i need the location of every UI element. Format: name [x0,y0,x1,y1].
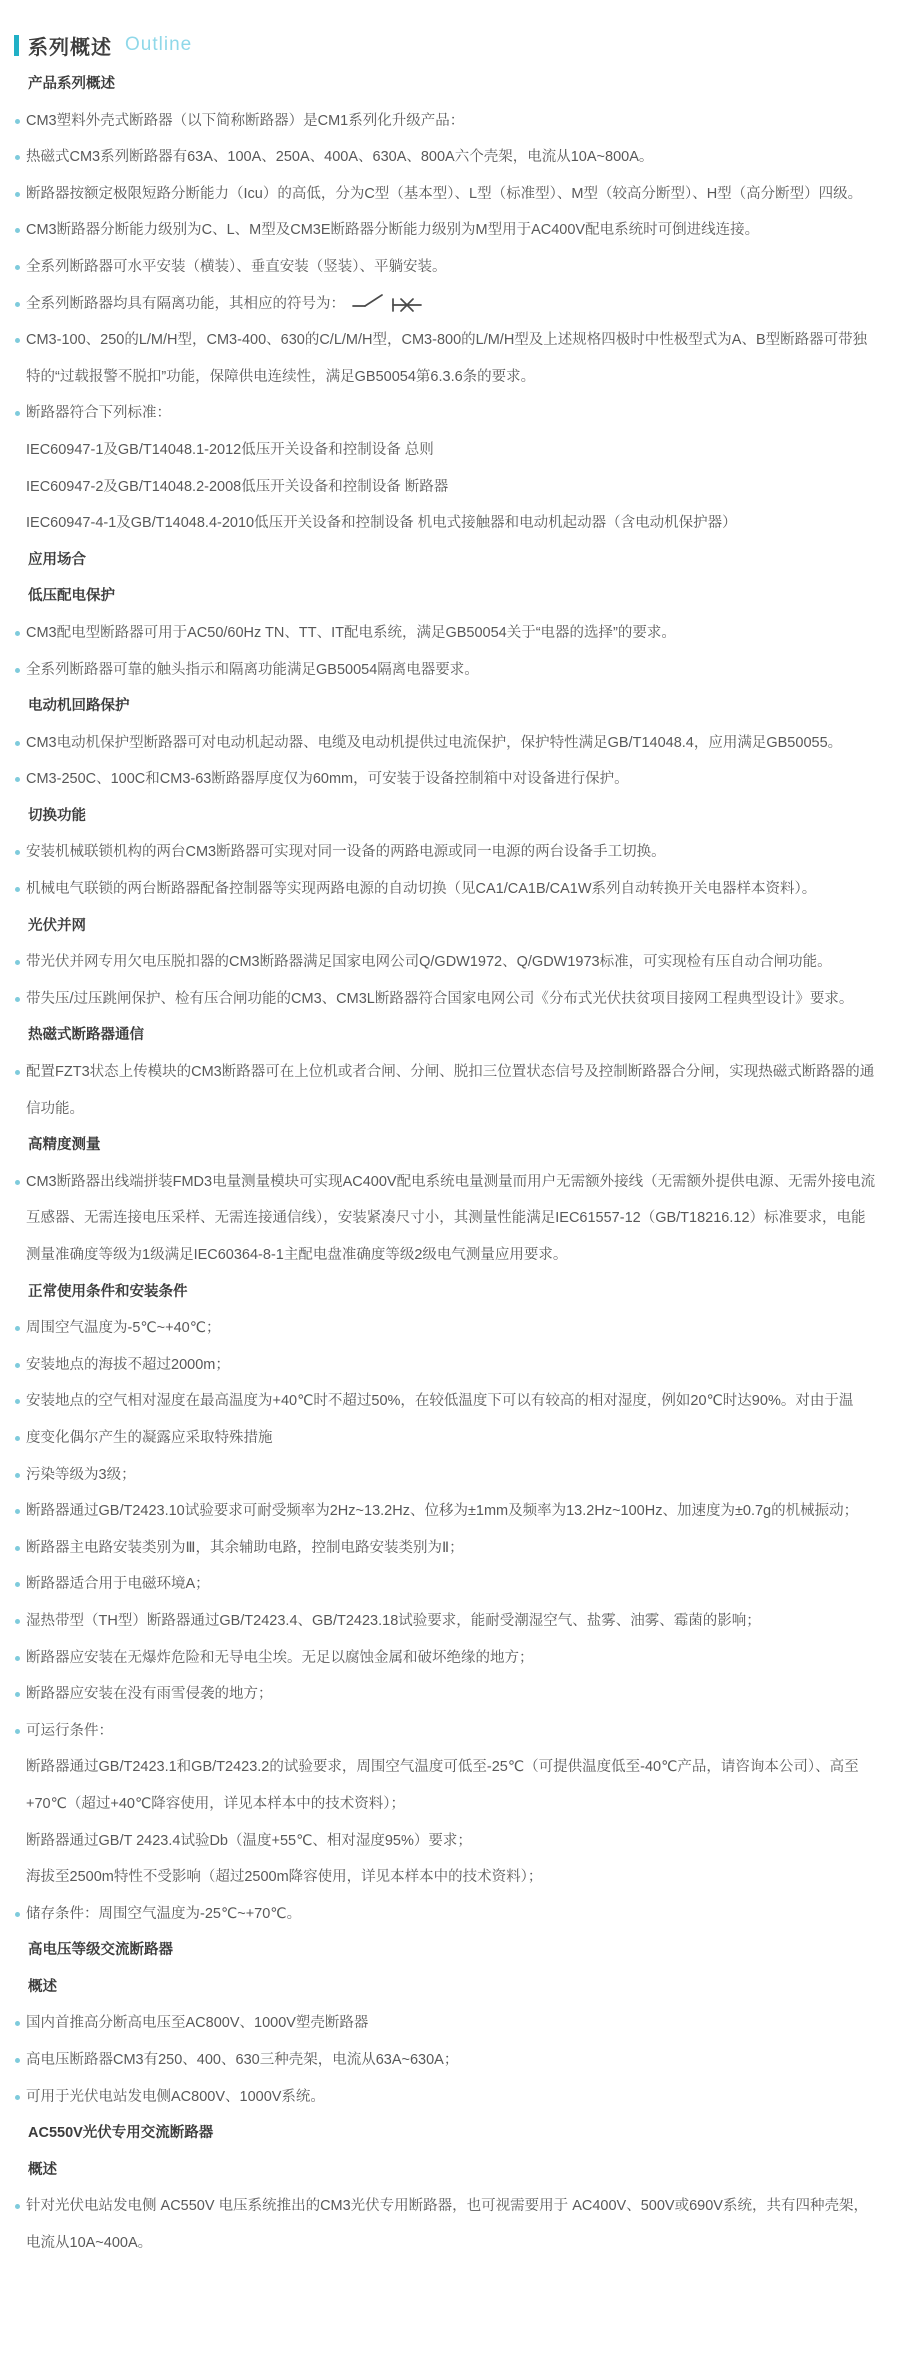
plain-line [0,469,876,506]
section-heading-label: 应用场合 [28,551,86,568]
item-text: 安装地点的海拔不超过2000m； [26,1356,230,1373]
page-title: 系列概述 [28,36,112,59]
isolation-symbol-icon [351,291,425,313]
section-heading [0,1274,876,1311]
bullet-dot-icon [15,1399,20,1404]
section-heading-label: 切换功能 [28,807,86,824]
bullet-dot-icon [15,1070,20,1075]
section-heading-label: 正常使用条件和安装条件 [28,1283,188,1300]
item-text: 度变化偶尔产生的凝露应采取特殊措施 [26,1429,273,1446]
bullet-item [0,2005,876,2042]
plain-line [0,1749,876,1822]
item-text: 配置FZT3状态上传模块的CM3断路器可在上位机或者合闸、分闸、脱扣三位置状态信号及控制断路器合分闸，实现热磁式断路器的通信功能。 [26,1064,875,1117]
bullet-item [0,1493,876,1530]
bullet-dot-icon [15,228,20,233]
item-text: 海拔至2500m特性不受影响（超过2500m降容使用，详见本样本中的技术资料）； [26,1869,543,1886]
bullet-item [0,2042,876,2079]
bullet-dot-icon [15,411,20,416]
item-text: 断路器通过GB/T 2423.4试验Db（温度+55℃、相对湿度95%）要求； [26,1832,472,1849]
bullet-item [0,1603,876,1640]
bullet-dot-icon [15,302,20,307]
bullet-item [0,1457,876,1494]
bullet-dot-icon [15,1180,20,1185]
section-heading-label: 高电压等级交流断路器 [28,1942,173,1959]
item-text: 断路器通过GB/T2423.1和GB/T2423.2的试验要求，周围空气温度可低至-25℃（可提供温度低至-40℃产品，请咨询本公司）、高至+70℃（超过+40℃降容使用，详见本样本中的技术资料）； [26,1759,859,1812]
bullet-dot-icon [15,777,20,782]
page-header [14,30,900,60]
bullet-dot-icon [15,1656,20,1661]
bullet-item [0,1383,876,1420]
section-heading [0,1932,876,1969]
bullet-item [0,395,876,432]
bullet-item [0,1164,876,1274]
item-text: 机械电气联锁的两台断路器配备控制器等实现两路电源的自动切换（见CA1/CA1B/CA1W系列自动转换开关电器样本资料）。 [26,881,817,898]
item-text: 安装机械联锁机构的两台CM3断路器可实现对同一设备的两路电源或同一电源的两台设备手工切换。 [26,844,666,861]
item-text: 断路器适合用于电磁环境A； [26,1576,210,1593]
bullet-dot-icon [15,1326,20,1331]
item-text: 安装地点的空气相对湿度在最高温度为+40℃时不超过50%，在较低温度下可以有较高的相对湿度，例如20℃时达90%。对由于温 [26,1393,854,1410]
bullet-dot-icon [15,1582,20,1587]
bullet-item [0,981,876,1018]
bullet-dot-icon [15,668,20,673]
bullet-item [0,834,876,871]
bullet-item [0,871,876,908]
section-heading [0,2152,876,2189]
bullet-dot-icon [15,1546,20,1551]
bullet-item [0,725,876,762]
bullet-dot-icon [15,2204,20,2209]
plain-line [0,1859,876,1896]
section-heading [0,1017,876,1054]
plain-line [0,505,876,542]
bullet-item [0,1347,876,1384]
item-text: CM3电动机保护型断路器可对电动机起动器、电缆及电动机提供过电流保护，保护特性满足GB/T14048.4，应用满足GB50055。 [26,734,843,751]
accent-bar-icon [14,35,19,56]
bullet-dot-icon [15,265,20,270]
item-text: CM3塑料外壳式断路器（以下简称断路器）是CM1系列化升级产品： [26,112,465,129]
document-body [0,66,900,2262]
bullet-dot-icon [15,1729,20,1734]
item-text: 全系列断路器均具有隔离功能，其相应的符号为： [26,295,345,312]
bullet-item [0,1896,876,1933]
item-text: 周围空气温度为-5℃~+40℃； [26,1320,221,1337]
bullet-item [0,2079,876,2116]
item-text: 污染等级为3级； [26,1466,136,1483]
section-heading [0,1127,876,1164]
bullet-item [0,1420,876,1457]
bullet-item [0,1054,876,1127]
bullet-dot-icon [15,997,20,1002]
plain-line [0,1823,876,1860]
item-text: IEC60947-4-1及GB/T14048.4-2010低压开关设备和控制设备 机电式接触器和电动机起动器（含电动机保护器） [26,515,737,532]
bullet-dot-icon [15,1473,20,1478]
item-text: CM3断路器分断能力级别为C、L、M型及CM3E断路器分断能力级别为M型用于AC400V配电系统时可倒进线连接。 [26,222,760,239]
item-text: 断路器按额定极限短路分断能力（Icu）的高低，分为C型（基本型）、L型（标准型）、M型（较高分断型）、H型（高分断型）四级。 [26,185,863,202]
bullet-dot-icon [15,631,20,636]
bullet-dot-icon [15,1619,20,1624]
section-heading [0,542,876,579]
plain-line [0,432,876,469]
item-text: CM3-250C、100C和CM3-63断路器厚度仅为60mm，可安装于设备控制箱中对设备进行保护。 [26,771,629,788]
bullet-item [0,761,876,798]
section-heading-label: 概述 [28,2161,57,2178]
bullet-dot-icon [15,338,20,343]
section-heading-label: 高精度测量 [28,1137,101,1154]
item-text: 断路器通过GB/T2423.10试验要求可耐受频率为2Hz~13.2Hz、位移为±1mm及频率为13.2Hz~100Hz、加速度为±0.7g的机械振动； [26,1503,859,1520]
bullet-dot-icon [15,887,20,892]
bullet-item [0,1566,876,1603]
bullet-dot-icon [15,2058,20,2063]
section-heading [0,2115,876,2152]
item-text: CM3配电型断路器可用于AC50/60Hz TN、TT、IT配电系统，满足GB50054关于“电器的选择”的要求。 [26,624,676,641]
bullet-item [0,944,876,981]
bullet-item [0,1713,876,1750]
bullet-item [0,103,876,140]
bullet-dot-icon [15,192,20,197]
bullet-item [0,1676,876,1713]
bullet-dot-icon [15,2095,20,2100]
bullet-dot-icon [15,1692,20,1697]
bullet-item [0,1530,876,1567]
bullet-item [0,212,876,249]
item-text: 储存条件：周围空气温度为-25℃~+70℃。 [26,1905,302,1922]
bullet-item [0,249,876,286]
item-text: 带失压/过压跳闸保护、检有压合闸功能的CM3、CM3L断路器符合国家电网公司《分布式光伏扶贫项目接网工程典型设计》要求。 [26,990,854,1007]
section-heading [0,66,876,103]
bullet-dot-icon [15,850,20,855]
bullet-item [0,176,876,213]
section-heading-label: 光伏并网 [28,917,86,934]
bullet-item [0,652,876,689]
item-text: IEC60947-1及GB/T14048.1-2012低压开关设备和控制设备 总则 [26,441,434,458]
bullet-dot-icon [15,741,20,746]
section-heading-label: 产品系列概述 [28,76,115,92]
bullet-dot-icon [15,2021,20,2026]
item-text: 断路器应安装在没有雨雪侵袭的地方； [26,1686,273,1703]
bullet-dot-icon [15,1509,20,1514]
item-text: CM3断路器出线端拼装FMD3电量测量模块可实现AC400V配电系统电量测量而用户无需额外接线（无需额外提供电源、无需外接电流互感器、无需连接电压采样、无需连接通信线），安装紧凑尺寸小，其测量性能满足IEC61557-12（GB/T18216.12）标准要求，电能测量准确度等级为1级满足IEC60364-8-1主配电盘准确度等级2级电气测量应用要求。 [26,1173,876,1263]
item-text: 断路器主电路安装类别为Ⅲ，其余辅助电路，控制电路安装类别为Ⅱ； [26,1539,464,1556]
bullet-item [0,1640,876,1677]
item-text: 可运行条件： [26,1722,113,1739]
bullet-item [0,1310,876,1347]
section-heading-label: 低压配电保护 [28,588,115,605]
section-heading [0,908,876,945]
item-text: 高电压断路器CM3有250、400、630三种壳架，电流从63A~630A； [26,2052,459,2069]
section-heading [0,688,876,725]
bullet-item [0,286,876,323]
bullet-item [0,322,876,395]
bullet-dot-icon [15,1436,20,1441]
item-text: 全系列断路器可水平安装（横装）、垂直安装（竖装）、平躺安装。 [26,258,447,275]
item-text: 带光伏并网专用欠电压脱扣器的CM3断路器满足国家电网公司Q/GDW1972、Q/GDW1973标准，可实现检有压自动合闸功能。 [26,954,832,971]
section-heading-label: 电动机回路保护 [28,698,130,715]
item-text: 针对光伏电站发电侧 AC550V 电压系统推出的CM3光伏专用断路器，也可视需要用于 AC400V、500V或690V系统，共有四种壳架，电流从10A~400A。 [26,2198,868,2252]
bullet-dot-icon [15,1912,20,1917]
section-heading-label: AC550V光伏专用交流断路器 [28,2125,214,2142]
bullet-item [0,139,876,176]
item-text: IEC60947-2及GB/T14048.2-2008低压开关设备和控制设备 断路器 [26,478,449,495]
item-text: 全系列断路器可靠的触头指示和隔离功能满足GB50054隔离电器要求。 [26,661,479,678]
section-heading-label: 热磁式断路器通信 [28,1027,144,1044]
item-text: 湿热带型（TH型）断路器通过GB/T2423.4、GB/T2423.18试验要求，能耐受潮湿空气、盐雾、油雾、霉菌的影响； [26,1612,761,1629]
section-heading-label: 概述 [28,1978,57,1995]
item-text: 断路器符合下列标准： [26,405,171,422]
item-text: 热磁式CM3系列断路器有63A、100A、250A、400A、630A、800A六个壳架，电流从10A~800A。 [26,149,654,166]
item-text: 可用于光伏电站发电侧AC800V、1000V系统。 [26,2088,325,2105]
item-text: 国内首推高分断高电压至AC800V、1000V塑壳断路器 [26,2015,369,2032]
section-heading [0,1969,876,2006]
bullet-dot-icon [15,155,20,160]
section-heading [0,578,876,615]
item-text: CM3-100、250的L/M/H型，CM3-400、630的C/L/M/H型，CM3-800的L/M/H型及上述规格四极时中性极型式为A、B型断路器可带独特的“过载报警不脱扣”功能，保障供电连续性，满足GB50054第6.3.6条的要求。 [26,332,868,385]
bullet-item [0,2188,876,2261]
section-heading [0,798,876,835]
bullet-dot-icon [15,1363,20,1368]
bullet-item [0,615,876,652]
bullet-dot-icon [15,960,20,965]
page-subtitle: Outline [125,34,193,55]
bullet-dot-icon [15,119,20,124]
item-text: 断路器应安装在无爆炸危险和无导电尘埃。无足以腐蚀金属和破坏绝缘的地方； [26,1649,534,1666]
